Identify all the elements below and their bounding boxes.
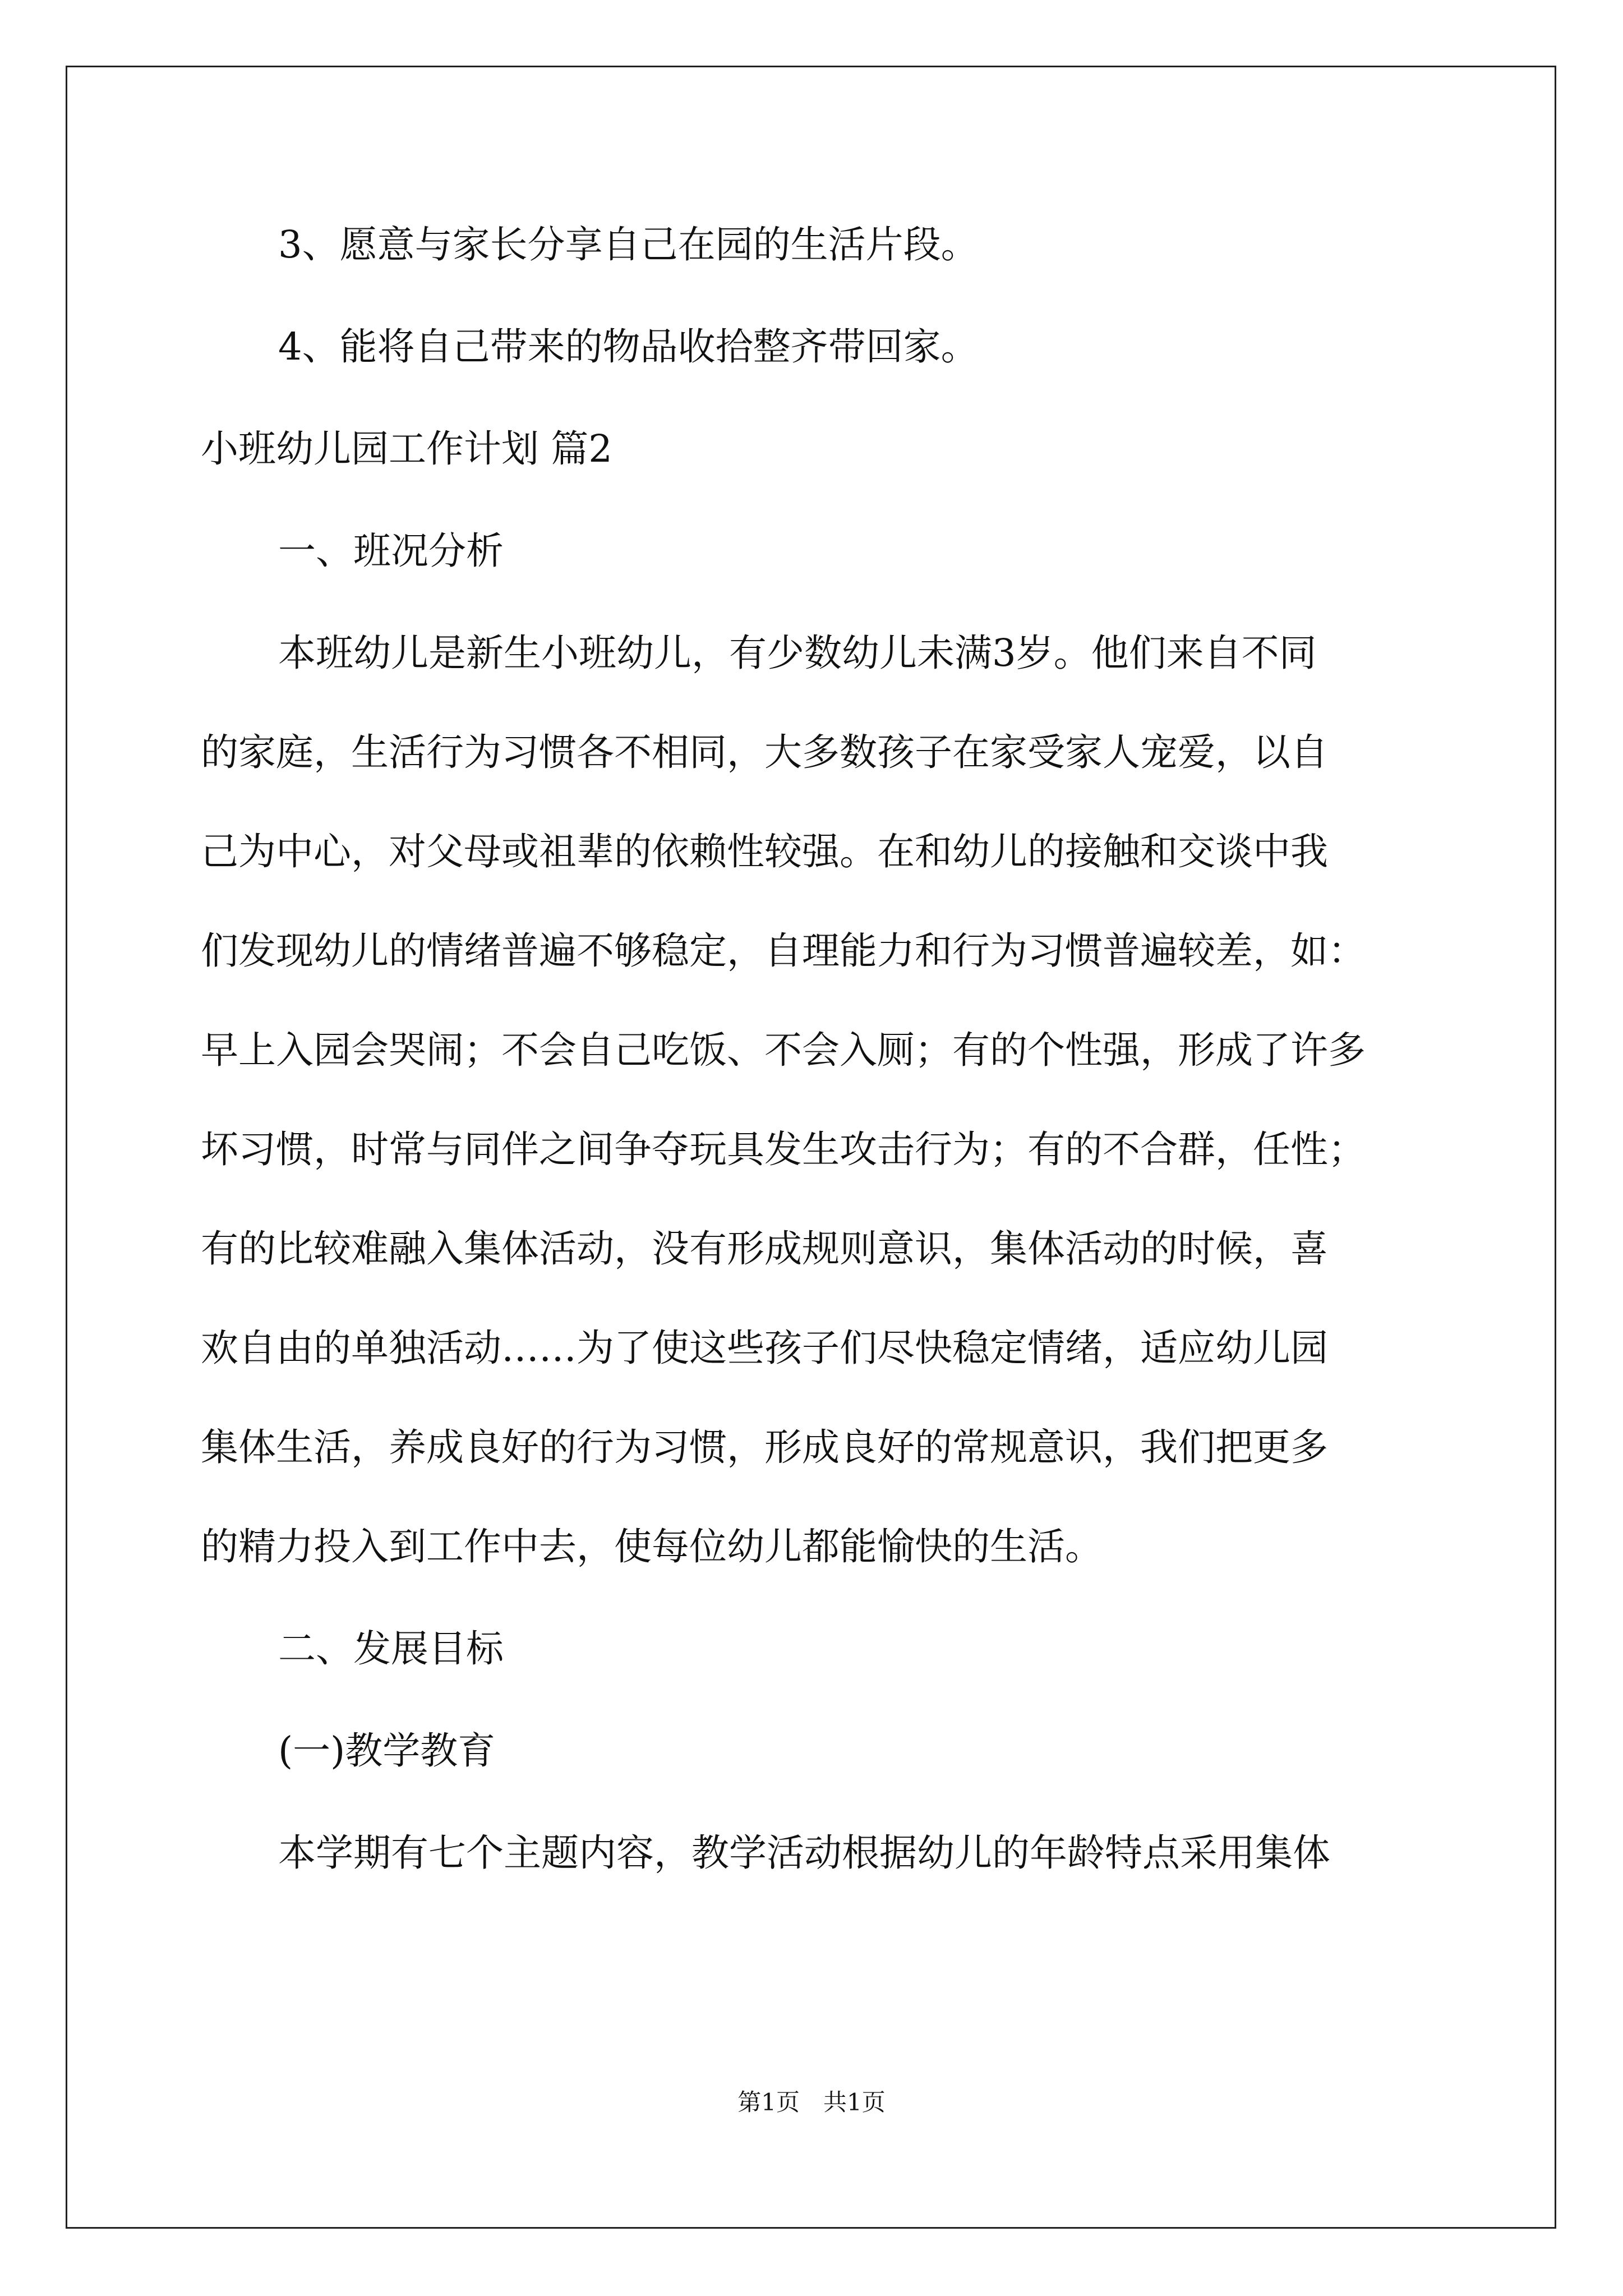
- paragraph-line: 己为中心，对父母或祖辈的依赖性较强。在和幼儿的接触和交谈中我: [201, 830, 1328, 873]
- paragraph-line: 坏习惯，时常与同伴之间争夺玩具发生攻击行为；有的不合群，任性；: [201, 1128, 1366, 1171]
- paragraph-line: 有的比较难融入集体活动，没有形成规则意识，集体活动的时候，喜: [201, 1227, 1328, 1271]
- paragraph-line: 的精力投入到工作中去，使每位幼儿都能愉快的生活。: [201, 1525, 1103, 1568]
- paragraph-line: 本班幼儿是新生小班幼儿，有少数幼儿未满3岁。他们来自不同: [278, 631, 1317, 675]
- paragraph-line: 欢自由的单独活动……为了使这些孩子们尽快稳定情绪，适应幼儿园: [201, 1326, 1328, 1370]
- page-number: 第1页 共1页: [737, 2088, 886, 2116]
- paragraph-line: 本学期有七个主题内容，教学活动根据幼儿的年龄特点采用集体: [278, 1831, 1330, 1875]
- heading-class-analysis: 一、班况分析: [278, 529, 504, 573]
- paragraph-line: 早上入园会哭闹；不会自己吃饭、不会入厕；有的个性强，形成了许多: [201, 1028, 1366, 1072]
- heading-development-goals: 二、发展目标: [278, 1627, 504, 1671]
- paragraph-line: 们发现幼儿的情绪普遍不够稳定，自理能力和行为习惯普遍较差，如：: [201, 929, 1366, 973]
- section-title: 小班幼儿园工作计划 篇2: [201, 427, 612, 471]
- document-body: [201, 218, 1435, 1880]
- subheading-teaching: (一)教学教育: [278, 1729, 496, 1773]
- paragraph-line: 集体生活，养成良好的行为习惯，形成良好的常规意识，我们把更多: [201, 1425, 1328, 1469]
- goal-item-3: 3、愿意与家长分享自己在园的生活片段。: [278, 223, 979, 266]
- goal-item-4: 4、能将自己带来的物品收拾整齐带回家。: [278, 325, 979, 369]
- paragraph-line: 的家庭，生活行为习惯各不相同，大多数孩子在家受家人宠爱，以自: [201, 730, 1328, 774]
